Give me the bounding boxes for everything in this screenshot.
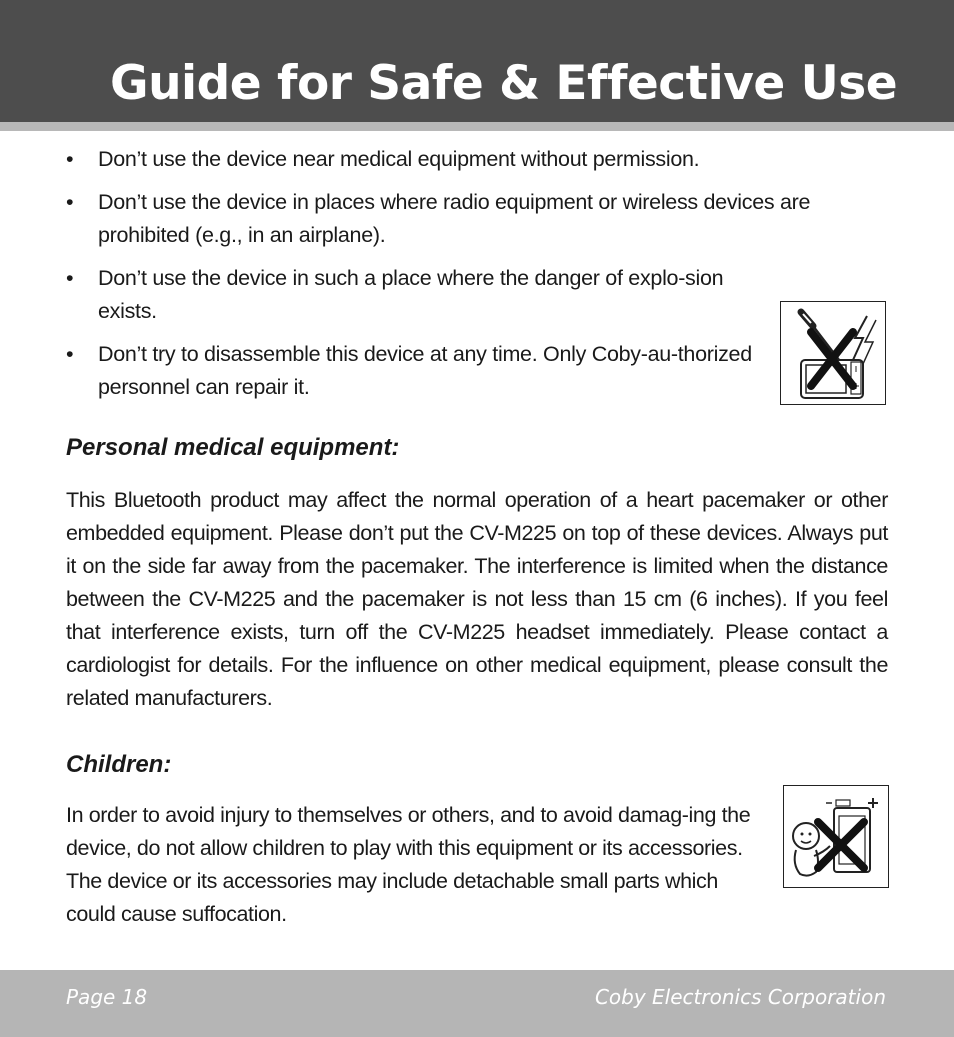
bullet-marker: • [66, 190, 74, 214]
bullet-text: Don’t use the device in places where radio equipment or wireless devices are prohibited (e.g., in an airplane). [98, 190, 811, 247]
children-paragraph: In order to avoid injury to themselves or others, and to avoid damag-ing the device, do not allow children to play with this equipment or its accessories. The device or its accessories may include detachable small parts which could cause suffocation. [66, 803, 751, 926]
no-disassembly-icon [780, 301, 886, 405]
bullet-marker: • [66, 266, 74, 290]
page-number: Page 18 [66, 985, 148, 1009]
bullet-marker: • [66, 342, 74, 366]
bullet-text: Don’t use the device in such a place where the danger of explo-sion exists. [98, 266, 724, 323]
company-name: Coby Electronics Corporation [594, 985, 886, 1009]
safety-bullet-list [66, 143, 888, 414]
bullet-text: Don’t try to disassemble this device at any time. Only Coby-au-thorized personnel can repair it. [98, 342, 752, 399]
bullet-marker: • [66, 147, 74, 171]
bullet-item [66, 186, 888, 252]
medical-heading: Personal medical equipment: [66, 434, 400, 461]
medical-paragraph: This Bluetooth product may affect the normal operation of a heart pacemaker or other embedded equipment. Please don’t put the CV-M225 on top of these devices. Always put it on the side far away from the pacemaker. The interference is limited when the distance between the CV-M225 and the pacemaker is not less than 15 cm (6 inches). If you feel that interference exists, turn off the CV-M225 headset immediately. Please contact a cardiologist for details. For the influence on other medical equipment, please consult the related manufacturers. [66, 488, 888, 710]
children-heading: Children: [66, 751, 172, 778]
bullet-text: Don’t use the device near medical equipment without permission. [98, 147, 700, 171]
bullet-item [66, 262, 758, 328]
no-children-icon [783, 785, 889, 888]
bullet-item [66, 143, 888, 176]
bullet-item [66, 338, 758, 404]
page-title: Guide for Safe & Effective Use [110, 56, 898, 111]
header-rule [0, 122, 954, 131]
